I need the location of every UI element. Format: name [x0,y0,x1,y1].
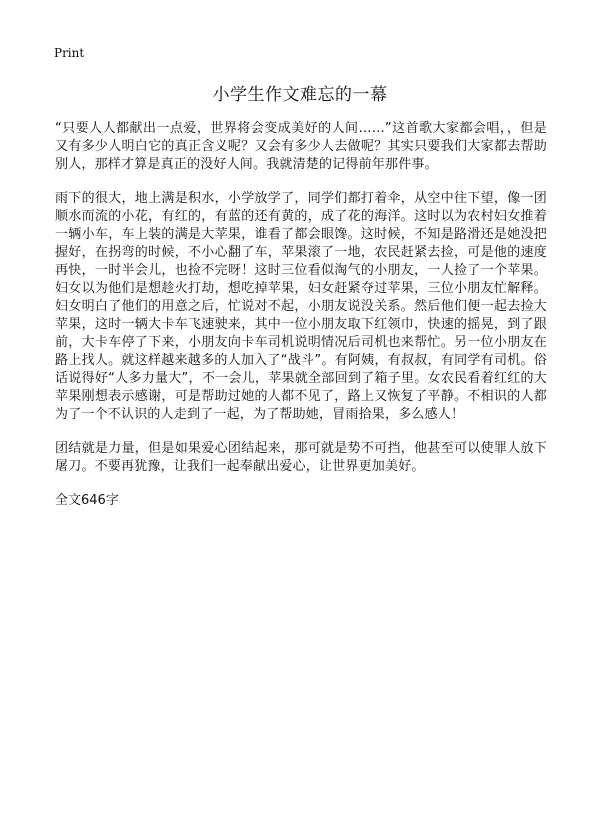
article-paragraph-story: 雨下的很大，地上满是积水，小学放学了，同学们都打着伞，从空中往下望，像一团顺水而流的小花，有红的，有蓝的还有黄的，成了花的海洋。这时以为农村妇女推着一辆小车，车上装的满是大苹果，谁看了都会眼馋。这时候，不知是路滑还是她没把握好，在拐弯的时候，不小心翻了车，苹果滚了一地，农民赶紧去捡，可是他的速度再快，一时半会儿，也捡不完呀！这时三位看似淘气的小朋友，一人捡了一个苹果。妇女以为他们是想趁火打劫，想吃掉苹果，妇女赶紧夺过苹果，三位小朋友忙解释。妇女明白了他们的用意之后，忙说对不起，小朋友说没关系。然后他们便一起去捡大苹果，这时一辆大卡车飞速驶来，其中一位小朋友取下红领巾，快速的摇晃，到了跟前，大卡车停了下来，小朋友向卡车司机说明情况后司机也来帮忙。另一位小朋友在路上找人。就这样越来越多的人加入了“战斗”。有阿姨，有叔叔，有同学有司机。俗话说得好“人多力量大”，不一会儿，苹果就全部回到了箱子里。女农民看着红红的大苹果刚想表示感谢，可是帮助过她的人都不见了，路上又恢复了平静。不相识的人都为了一个不认识的人走到了一起，为了帮助她，冒雨拾果，多么感人！ [55,191,547,422]
article-body [55,120,547,510]
page-title: 小学生作文难忘的一幕 [212,85,388,105]
word-count: 全文646字 [55,493,119,508]
article-paragraph-intro: “只要人人都献出一点爱，世界将会变成美好的人间……”这首歌大家都会唱，，但是又有多少人明白它的真正含义呢？又会有多少人去做呢？其实只要我们大家都去帮助别人，那样才算是真正的没好人间。我就清楚的记得前年那件事。 [55,121,547,172]
print-link[interactable]: Print [54,46,85,60]
article-paragraph-conclusion: 团结就是力量，但是如果爱心团结起来，那可就是势不可挡，他甚至可以使罪人放下屠刀。不要再犹豫，让我们一起奉献出爱心，让世界更加美好。 [55,441,547,474]
